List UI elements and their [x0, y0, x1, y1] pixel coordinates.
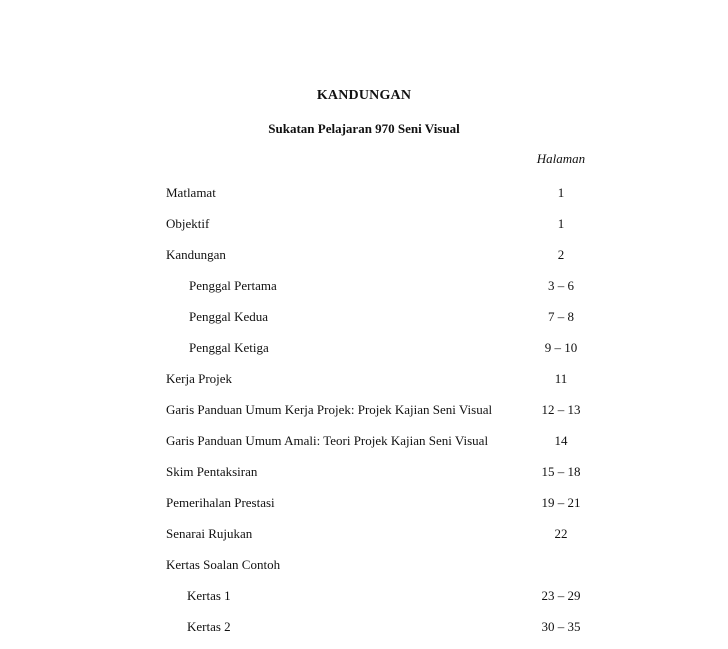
toc-entry — [166, 618, 606, 649]
toc-entry-label: Senarai Rujukan — [166, 526, 253, 541]
toc-entry-label: Matlamat — [166, 185, 216, 200]
toc-entry-pages: 1 — [557, 216, 565, 231]
toc-entry-label: Penggal Pertama — [189, 278, 277, 293]
toc-entry-label: Penggal Ketiga — [189, 340, 269, 355]
toc-entry-pages: 19 – 21 — [541, 495, 581, 510]
toc-entry-pages: 22 — [554, 526, 568, 541]
toc-entry — [166, 215, 606, 246]
toc-entry-label: Kertas Soalan Contoh — [166, 557, 281, 572]
toc-entry-label: Pemerihalan Prestasi — [166, 495, 275, 510]
toc-entry — [166, 277, 606, 308]
toc-entry-label: Garis Panduan Umum Kerja Projek: Projek Kajian Seni Visual — [166, 402, 493, 417]
toc-entry-pages: 12 – 13 — [541, 402, 581, 417]
table-of-contents — [166, 184, 606, 649]
document-subtitle: Sukatan Pelajaran 970 Seni Visual — [268, 121, 460, 136]
toc-entry-pages: 30 – 35 — [541, 619, 581, 634]
toc-entry-label: Kertas 1 — [187, 588, 231, 603]
toc-entry — [166, 308, 606, 339]
toc-entry — [166, 587, 606, 618]
toc-entry — [166, 339, 606, 370]
toc-entry-label: Kandungan — [166, 247, 226, 262]
toc-entry-label: Objektif — [166, 216, 210, 231]
toc-entry — [166, 525, 606, 556]
toc-entry-label: Garis Panduan Umum Amali: Teori Projek Kajian Seni Visual — [166, 433, 489, 448]
page-column-header: Halaman — [536, 151, 586, 166]
toc-entry-pages: 14 — [554, 433, 568, 448]
toc-entry-pages: 3 – 6 — [548, 278, 574, 293]
toc-entry-label: Kertas 2 — [187, 619, 231, 634]
toc-entry-pages: 11 — [554, 371, 568, 386]
toc-entry — [166, 184, 606, 215]
toc-entry-pages: 7 – 8 — [548, 309, 574, 324]
toc-entry — [166, 494, 606, 525]
toc-entry — [166, 401, 606, 432]
toc-entry — [166, 246, 606, 277]
toc-entry-pages: 23 – 29 — [541, 588, 581, 603]
toc-entry — [166, 556, 606, 587]
toc-entry-label: Kerja Projek — [166, 371, 233, 386]
toc-entry — [166, 432, 606, 463]
toc-entry-label: Skim Pentaksiran — [166, 464, 258, 479]
toc-entry-pages: 2 — [557, 247, 565, 262]
toc-entry — [166, 370, 606, 401]
document-title: KANDUNGAN — [316, 88, 412, 103]
toc-entry-pages: 1 — [557, 185, 565, 200]
toc-entry-pages: 15 – 18 — [541, 464, 581, 479]
toc-entry — [166, 463, 606, 494]
toc-entry-pages: 9 – 10 — [544, 340, 578, 355]
toc-entry-label: Penggal Kedua — [189, 309, 269, 324]
